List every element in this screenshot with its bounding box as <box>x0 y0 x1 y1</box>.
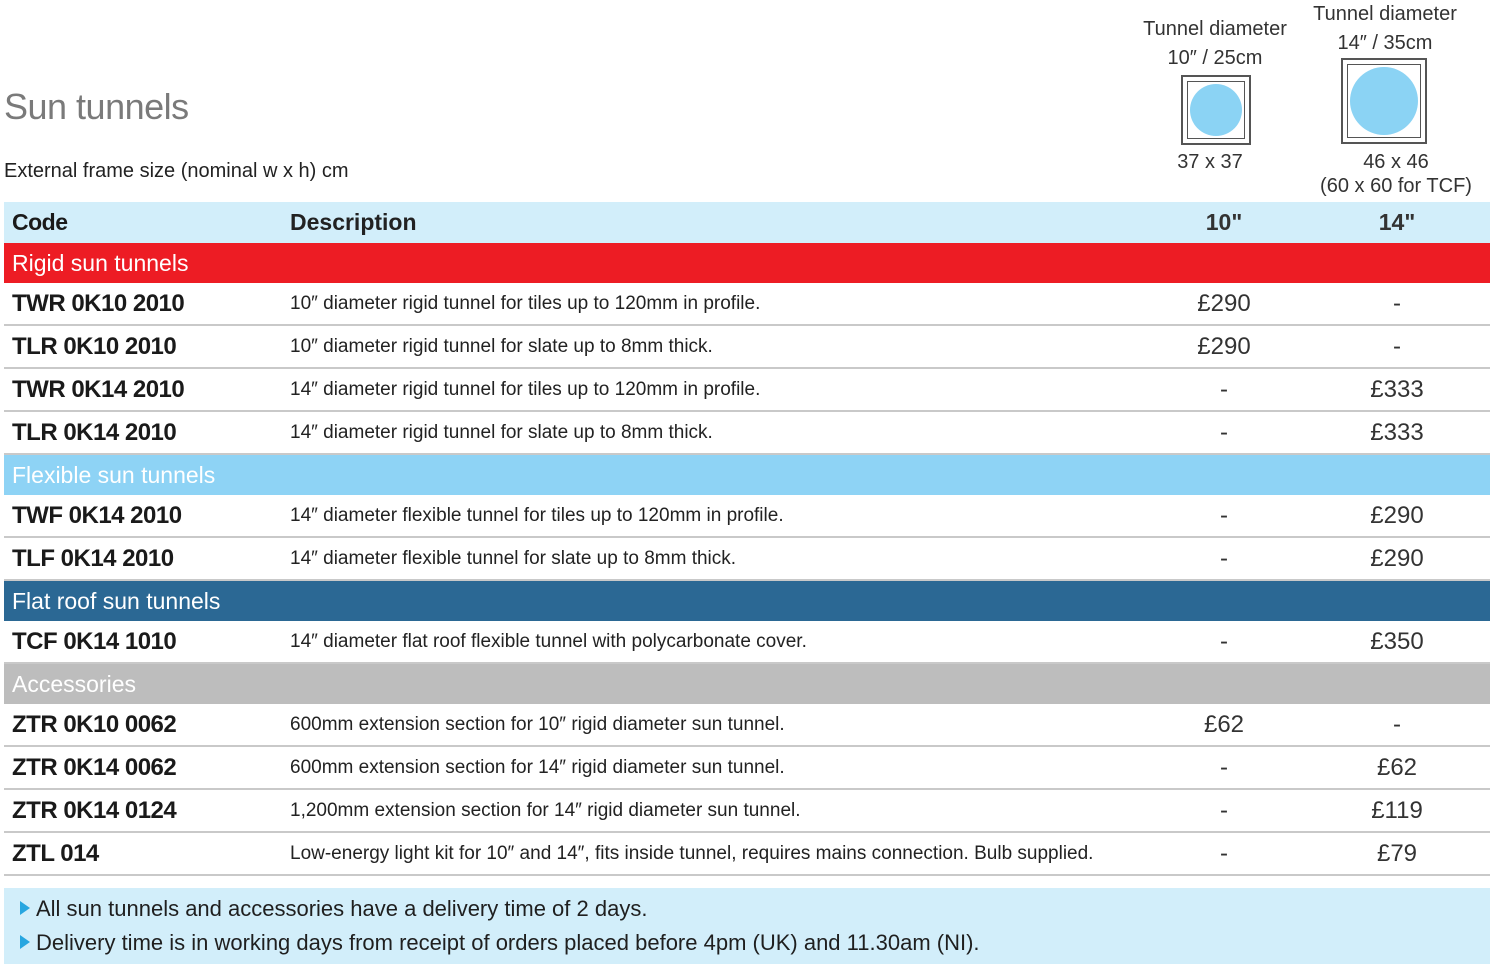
header-description: Description <box>290 202 1144 243</box>
product-description: 10″ diameter rigid tunnel for tiles up to 120mm in profile. <box>290 283 1144 325</box>
frame-10-dimensions: 37 x 37 <box>1177 151 1243 173</box>
price-14: - <box>1304 704 1490 746</box>
section-title: Flat roof sun tunnels <box>4 580 1490 621</box>
price-10: - <box>1144 495 1304 537</box>
product-code: TCF 0K14 1010 <box>4 621 290 663</box>
product-description: 600mm extension section for 10″ rigid diameter sun tunnel. <box>290 704 1144 746</box>
price-14: £79 <box>1304 832 1490 875</box>
table-row <box>4 704 1490 746</box>
price-10: - <box>1144 621 1304 663</box>
table-row <box>4 746 1490 789</box>
price-14: £290 <box>1304 537 1490 580</box>
diameter-10-caption: Tunnel diameter <box>1143 18 1287 40</box>
price-14: £290 <box>1304 495 1490 537</box>
table-row <box>4 832 1490 875</box>
table-row <box>4 621 1490 663</box>
table-row <box>4 537 1490 580</box>
price-10: £62 <box>1144 704 1304 746</box>
section-header <box>4 454 1490 495</box>
product-description: 14″ diameter flat roof flexible tunnel with polycarbonate cover. <box>290 621 1144 663</box>
section-title: Flexible sun tunnels <box>4 454 1490 495</box>
product-code: TWR 0K10 2010 <box>4 283 290 325</box>
header-14: 14" <box>1304 202 1490 243</box>
table-body <box>4 243 1490 875</box>
frame-10-size <box>1150 150 1270 174</box>
arrow-bullet-icon <box>20 935 30 949</box>
diameter-10-label <box>1140 15 1290 73</box>
table-row <box>4 495 1490 537</box>
product-description: 10″ diameter rigid tunnel for slate up to 8mm thick. <box>290 325 1144 368</box>
product-description: Low-energy light kit for 10″ and 14″, fits inside tunnel, requires mains connection. Bulb supplied. <box>290 832 1144 875</box>
section-header <box>4 243 1490 283</box>
header-code: Code <box>4 202 290 243</box>
diameter-14-caption: Tunnel diameter <box>1313 3 1457 25</box>
frame-size-subtitle: External frame size (nominal w x h) cm <box>4 160 349 182</box>
header-10: 10" <box>1144 202 1304 243</box>
product-description: 14″ diameter flexible tunnel for tiles up to 120mm in profile. <box>290 495 1144 537</box>
product-code: TWF 0K14 2010 <box>4 495 290 537</box>
page-title: Sun tunnels <box>4 86 189 127</box>
product-code: TLF 0K14 2010 <box>4 537 290 580</box>
delivery-notes <box>4 888 1490 964</box>
price-14: £333 <box>1304 368 1490 411</box>
diameter-14-label <box>1305 0 1465 58</box>
product-code: ZTR 0K14 0124 <box>4 789 290 832</box>
section-header <box>4 663 1490 704</box>
price-10: £290 <box>1144 283 1304 325</box>
note-text: All sun tunnels and accessories have a delivery time of 2 days. <box>36 896 648 921</box>
price-14: - <box>1304 283 1490 325</box>
frame-14-size <box>1305 150 1487 198</box>
product-code: ZTR 0K10 0062 <box>4 704 290 746</box>
product-description: 14″ diameter rigid tunnel for tiles up to 120mm in profile. <box>290 368 1144 411</box>
table-row <box>4 325 1490 368</box>
product-code: ZTL 014 <box>4 832 290 875</box>
price-10: - <box>1144 832 1304 875</box>
arrow-bullet-icon <box>20 901 30 915</box>
price-14: - <box>1304 325 1490 368</box>
note-item <box>20 896 647 922</box>
price-14: £333 <box>1304 411 1490 454</box>
product-code: TWR 0K14 2010 <box>4 368 290 411</box>
price-10: - <box>1144 537 1304 580</box>
product-description: 14″ diameter rigid tunnel for slate up to 8mm thick. <box>290 411 1144 454</box>
note-text: Delivery time is in working days from receipt of orders placed before 4pm (UK) and 11.30am (NI). <box>36 930 980 955</box>
diameter-14-size: 14″ / 35cm <box>1337 32 1433 54</box>
section-title: Rigid sun tunnels <box>4 243 1490 283</box>
frame-14-dimensions: 46 x 46 <box>1363 151 1429 173</box>
table-row <box>4 368 1490 411</box>
price-10: - <box>1144 789 1304 832</box>
section-title: Accessories <box>4 663 1490 704</box>
frame-14-icon <box>1341 58 1427 144</box>
product-code: TLR 0K14 2010 <box>4 411 290 454</box>
table-row <box>4 411 1490 454</box>
frame-10-icon <box>1181 75 1251 145</box>
section-header <box>4 580 1490 621</box>
price-table <box>4 202 1490 876</box>
price-10: £290 <box>1144 325 1304 368</box>
price-10: - <box>1144 368 1304 411</box>
table-row <box>4 789 1490 832</box>
price-14: £350 <box>1304 621 1490 663</box>
product-code: ZTR 0K14 0062 <box>4 746 290 789</box>
product-code: TLR 0K10 2010 <box>4 325 290 368</box>
price-10: - <box>1144 411 1304 454</box>
table-header-row <box>4 202 1490 243</box>
product-description: 1,200mm extension section for 14″ rigid diameter sun tunnel. <box>290 789 1144 832</box>
product-description: 14″ diameter flexible tunnel for slate up to 8mm thick. <box>290 537 1144 580</box>
frame-14-note: (60 x 60 for TCF) <box>1320 175 1472 197</box>
product-description: 600mm extension section for 14″ rigid diameter sun tunnel. <box>290 746 1144 789</box>
note-item <box>20 930 980 956</box>
price-10: - <box>1144 746 1304 789</box>
table-row <box>4 283 1490 325</box>
price-14: £62 <box>1304 746 1490 789</box>
diameter-10-size: 10″ / 25cm <box>1167 47 1263 69</box>
price-14: £119 <box>1304 789 1490 832</box>
